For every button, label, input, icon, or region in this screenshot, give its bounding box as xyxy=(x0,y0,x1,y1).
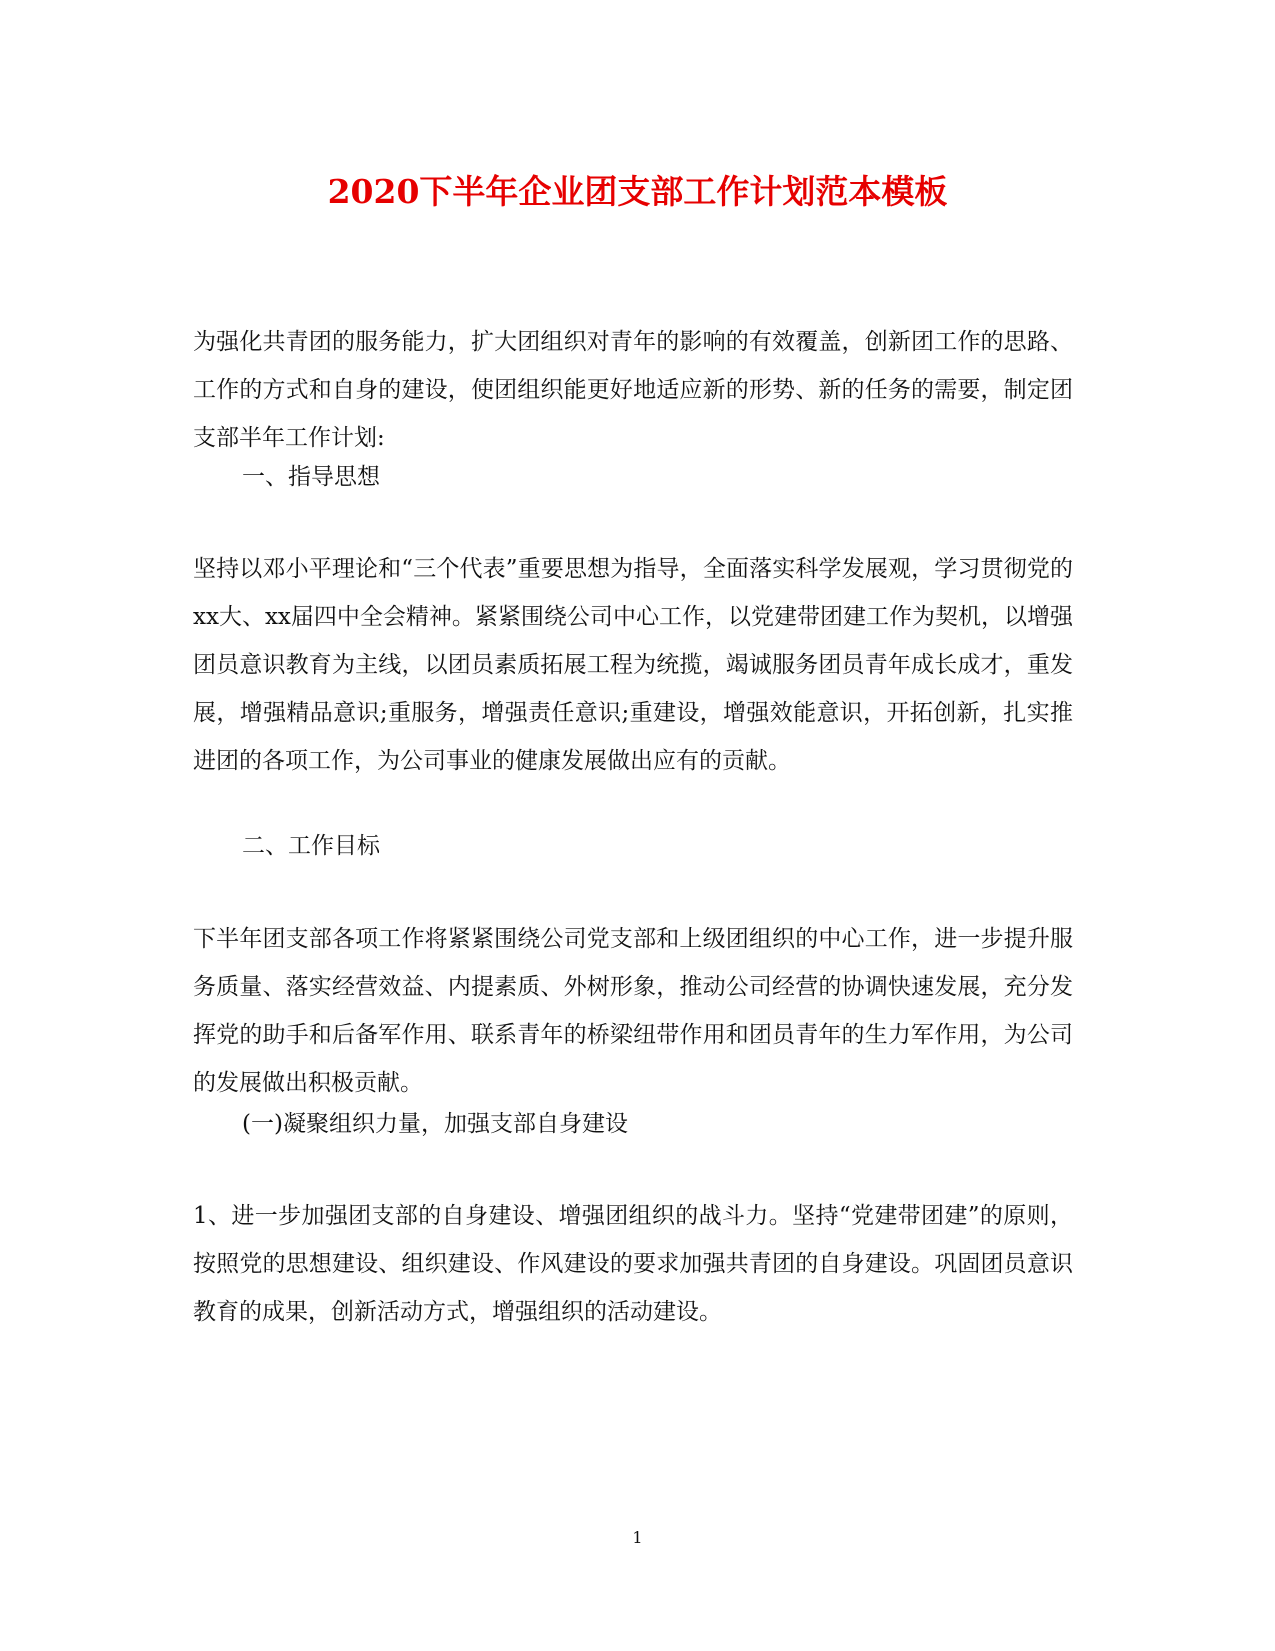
section-body-guiding-ideology: 坚持以邓小平理论和“三个代表”重要思想为指导，全面落实科学发展观，学习贯彻党的xx大、xx届四中全会精神。紧紧围绕公司中心工作，以党建带团建工作为契机，以增强团员意识教育为主线，以团员素质拓展工程为统揽，竭诚服务团员青年成长成才，重发展，增强精品意识;重服务，增强责任意识;重建设，增强效能意识，开拓创新，扎实推进团的各项工作，为公司事业的健康发展做出应有的贡献。 xyxy=(193,556,1073,774)
list-item-1: 1、进一步加强团支部的自身建设、增强团组织的战斗力。坚持“党建带团建”的原则，按照党的思想建设、组织建设、作风建设的要求加强共青团的自身建设。巩固团员意识教育的成果，创新活动方式，增强组织的活动建设。 xyxy=(193,1203,1073,1325)
intro-paragraph: 为强化共青团的服务能力，扩大团组织对青年的影响的有效覆盖，创新团工作的思路、工作的方式和自身的建设，使团组织能更好地适应新的形势、新的任务的需要，制定团支部半年工作计划: xyxy=(193,329,1073,451)
section-heading-guiding-ideology: 一、指导思想 xyxy=(242,464,380,490)
section-heading-work-goals: 二、工作目标 xyxy=(242,833,380,859)
section-body-work-goals: 下半年团支部各项工作将紧紧围绕公司党支部和上级团组织的中心工作，进一步提升服务质量、落实经营效益、内提素质、外树形象，推动公司经营的协调快速发展，充分发挥党的助手和后备军作用、联系青年的桥梁纽带作用和团员青年的生力军作用，为公司的发展做出积极贡献。 xyxy=(193,926,1073,1096)
page-number: 1 xyxy=(632,1528,643,1547)
subsection-heading-organization: (一)凝聚组织力量，加强支部自身建设 xyxy=(242,1111,628,1137)
document-title: 2020下半年企业团支部工作计划范本模板 xyxy=(327,172,948,211)
